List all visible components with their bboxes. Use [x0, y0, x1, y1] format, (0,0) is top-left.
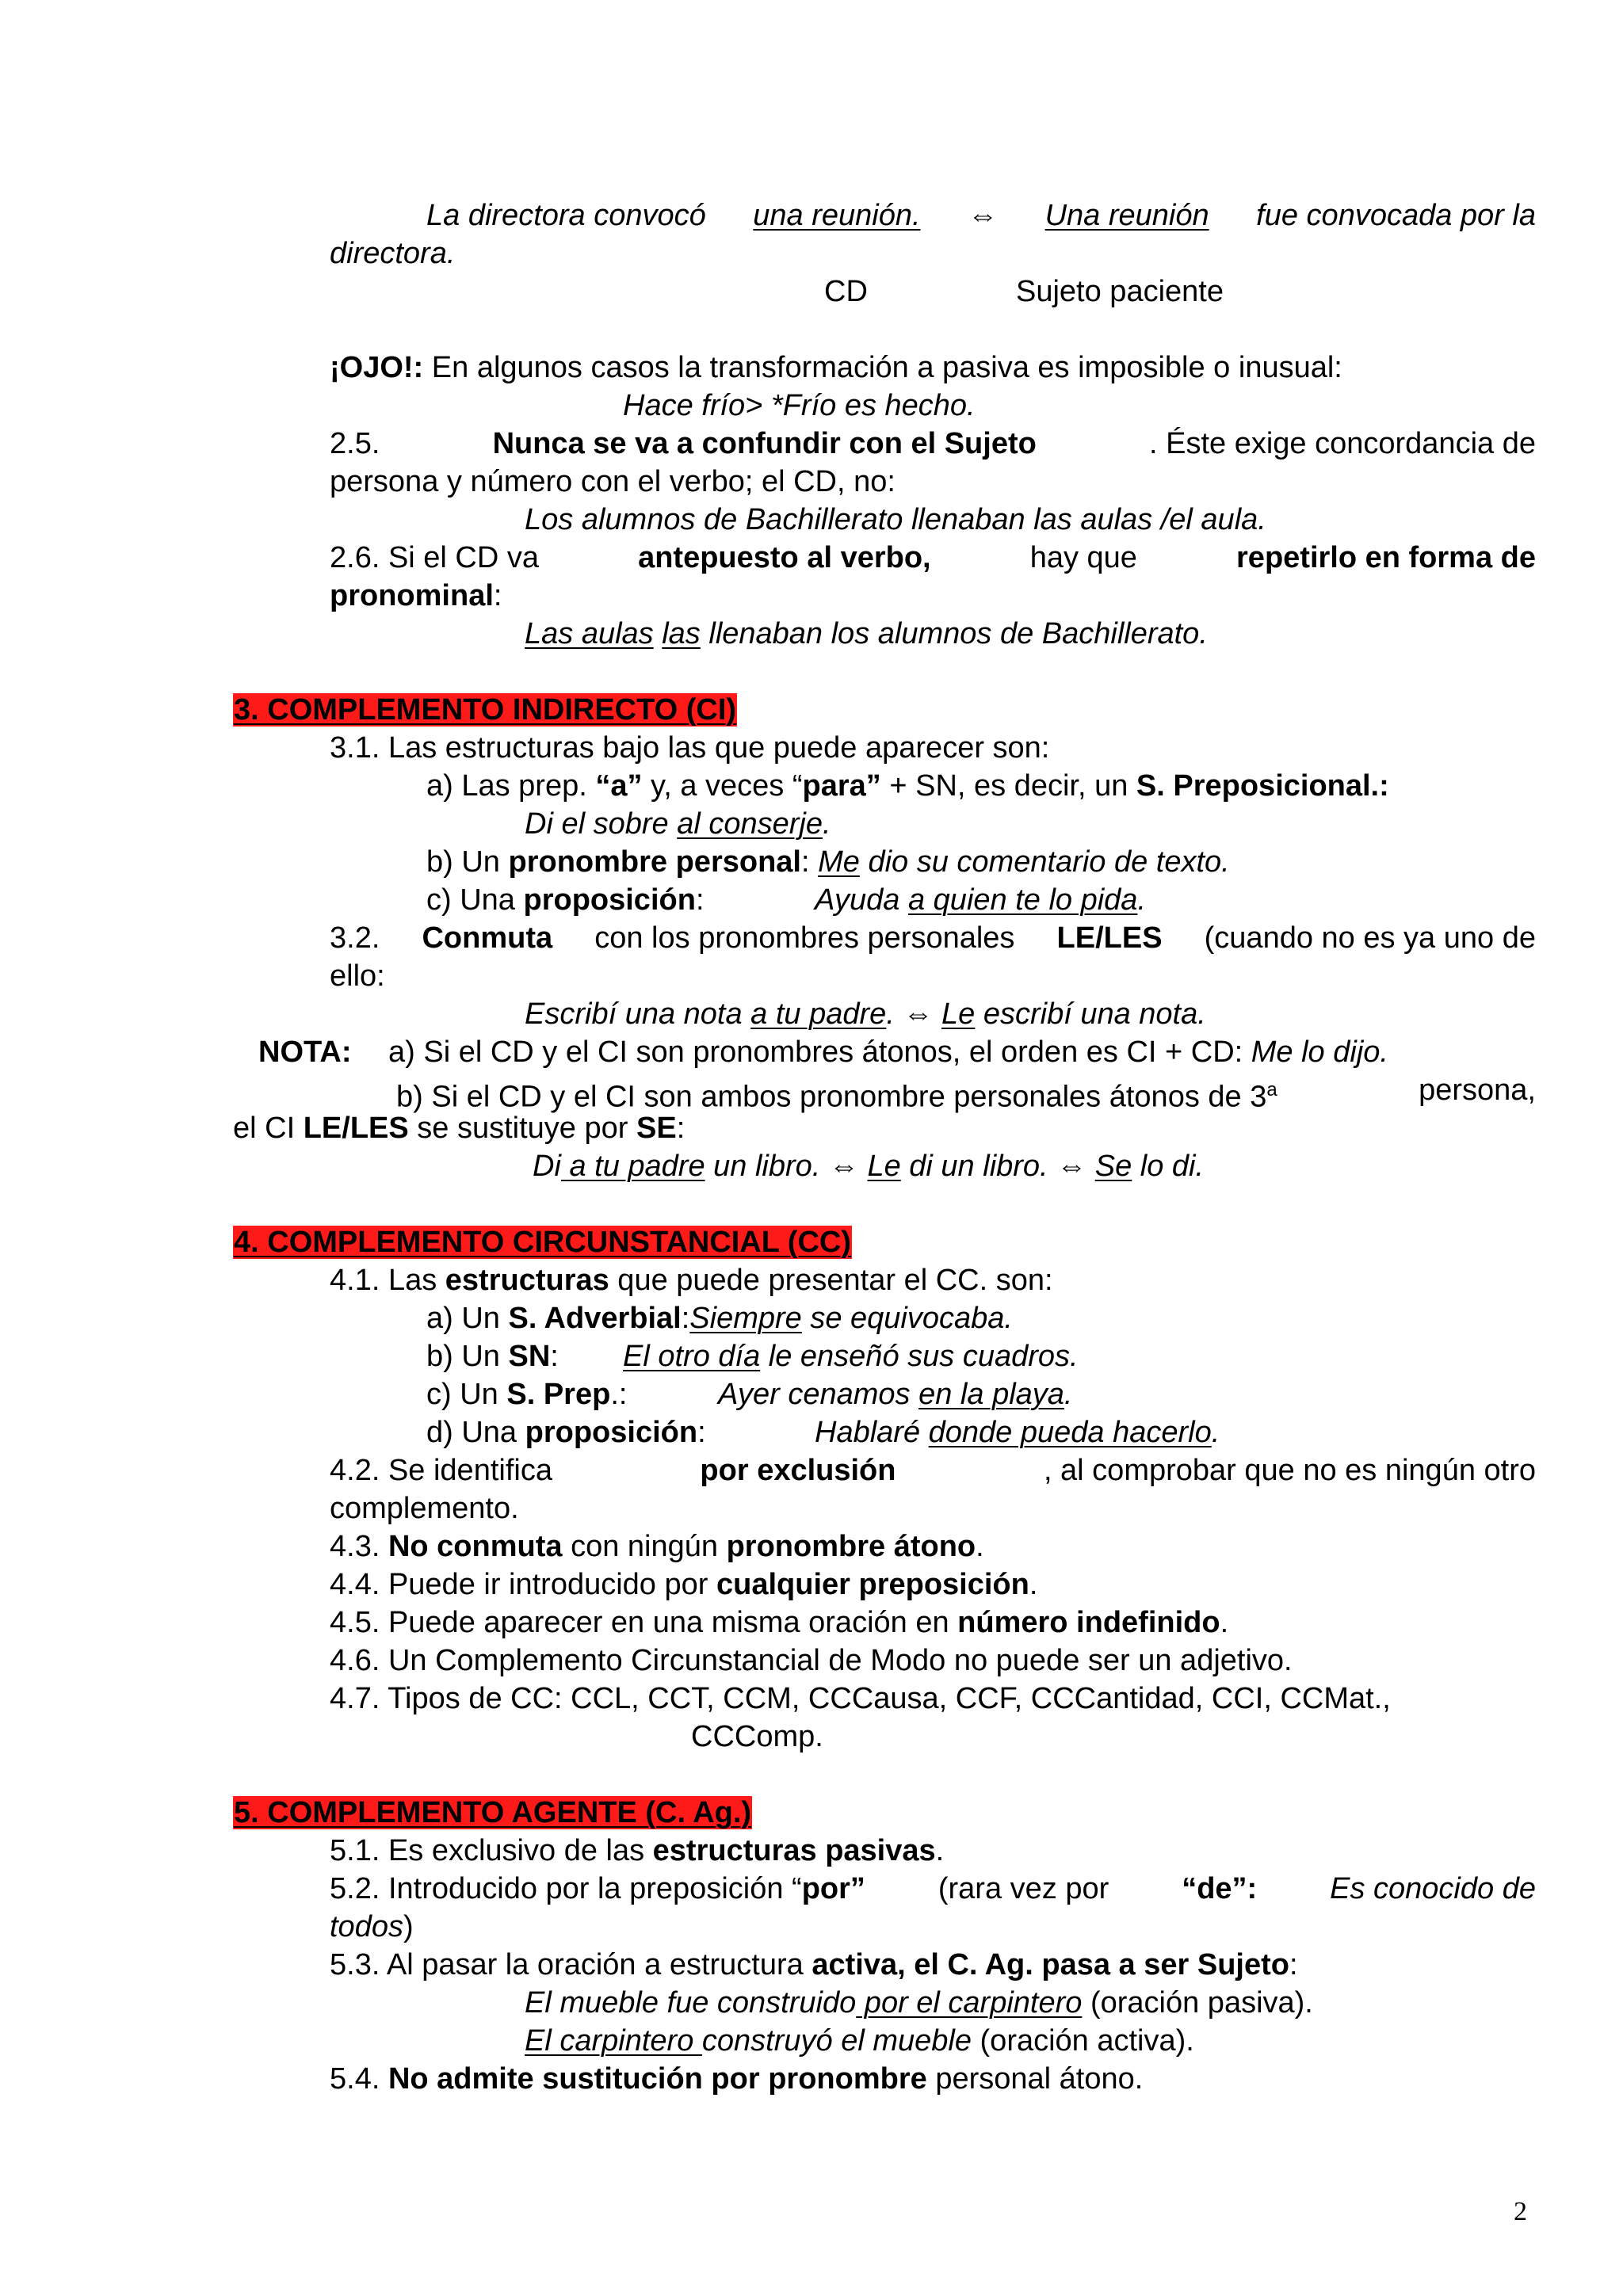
example-line: Di el sobre al conserje. — [525, 807, 831, 841]
section-heading-3: 3. COMPLEMENTO INDIRECTO (CI) — [234, 693, 737, 727]
nota-a: a) Si el CD y el CI son pronombres átonos, el orden es CI + CD: Me lo dijo. — [388, 1035, 1388, 1069]
paragraph-5-1: 5.1. Es exclusivo de las estructuras pasivas. — [330, 1834, 945, 1867]
label-sujeto-paciente: Sujeto paciente — [1016, 275, 1224, 308]
example-text: fue convocada por la — [1256, 199, 1536, 232]
example-subject: Una reunión — [1044, 199, 1209, 232]
paragraph-4-2: 4.2. Se identifica por exclusión , al comprobar que no es ningún otro — [330, 1454, 1536, 1487]
double-arrow-icon: ⇔ — [968, 199, 999, 232]
example-line: Di a tu padre un libro. ⇔ Le di un libro. ⇔ Se lo di. — [533, 1150, 1205, 1183]
double-arrow-icon: ⇔ — [828, 1150, 859, 1183]
list-item-3-1-a: a) Las prep. “a” y, a veces “para” + SN, es decir, un S. Preposicional.: — [426, 769, 1389, 803]
example-text: La directora convocó — [426, 199, 706, 232]
paragraph-2-5: 2.5. Nunca se va a confundir con el Sujeto . Éste exige concordancia de — [330, 427, 1536, 460]
paragraph-2-6: 2.6. Si el CD va antepuesto al verbo, hay que repetirlo en forma de — [330, 541, 1536, 574]
paragraph-4-3: 4.3. No conmuta con ningún pronombre átono. — [330, 1530, 984, 1563]
list-item-4-1-d: d) Una proposición: — [426, 1416, 706, 1449]
nota-b-cont: el CI LE/LES se sustituye por SE: — [233, 1112, 685, 1145]
paragraph-2-5-cont: persona y número con el verbo; el CD, no: — [330, 465, 896, 498]
paragraph-4-7-cont: CCComp. — [691, 1720, 823, 1753]
paragraph-4-5: 4.5. Puede aparecer en una misma oración en número indefinido. — [330, 1606, 1229, 1639]
paragraph-4-6: 4.6. Un Complemento Circunstancial de Modo no puede ser un adjetivo. — [330, 1644, 1293, 1677]
example-line: Escribí una nota a tu padre. ⇔ Le escribí una nota. — [525, 997, 1206, 1031]
example-cd: una reunión. — [753, 199, 921, 232]
section-heading-5: 5. COMPLEMENTO AGENTE (C. Ag.) — [234, 1796, 752, 1829]
paragraph-5-3: 5.3. Al pasar la oración a estructura activa, el C. Ag. pasa a ser Sujeto: — [330, 1948, 1298, 1981]
list-item-4-1-b: b) Un SN: — [426, 1340, 559, 1373]
example-line: Las aulas las llenaban los alumnos de Bachillerato. — [525, 617, 1208, 650]
paragraph-5-4: 5.4. No admite sustitución por pronombre personal átono. — [330, 2062, 1144, 2096]
page-number: 2 — [1514, 2197, 1527, 2226]
paragraph-3-1: 3.1. Las estructuras bajo las que puede aparecer son: — [330, 731, 1050, 765]
double-arrow-icon: ⇔ — [903, 997, 934, 1031]
list-item-4-1-a: a) Un S. Adverbial:Siempre se equivocaba. — [426, 1302, 1013, 1335]
example-line: Ayuda a quien te lo pida. — [815, 883, 1146, 917]
example-line: El mueble fue construido por el carpintero (oración pasiva). — [525, 1986, 1313, 2019]
example-line: Ayer cenamos en la playa. — [718, 1378, 1073, 1411]
ojo-note: ¡OJO!: En algunos casos la transformación a pasiva es imposible o inusual: — [330, 351, 1342, 384]
paragraph-4-2-cont: complemento. — [330, 1492, 519, 1525]
label-cd: CD — [824, 275, 868, 308]
list-item-3-1-b: b) Un pronombre personal: Me dio su comentario de texto. — [426, 845, 1230, 879]
list-item-4-1-c: c) Un S. Prep.: — [426, 1378, 628, 1411]
paragraph-4-1: 4.1. Las estructuras que puede presentar el CC. son: — [330, 1264, 1053, 1297]
section-heading-4: 4. COMPLEMENTO CIRCUNSTANCIAL (CC) — [234, 1226, 851, 1259]
paragraph-3-2: 3.2. Conmuta con los pronombres personales LE/LES (cuando no es ya uno de — [330, 921, 1536, 955]
paragraph-4-4: 4.4. Puede ir introducido por cualquier preposición. — [330, 1568, 1038, 1601]
example-line: El carpintero construyó el mueble (oración activa). — [525, 2024, 1194, 2058]
paragraph-3-2-cont: ello: — [330, 959, 385, 993]
paragraph-5-2-cont: todos) — [330, 1910, 414, 1943]
paragraph-5-2: 5.2. Introducido por la preposición “por” (rara vez por “de”: Es conocido de — [330, 1872, 1536, 1905]
paragraph-2-6-cont: pronominal: — [330, 579, 502, 612]
paragraph-4-7: 4.7. Tipos de CC: CCL, CCT, CCM, CCCausa, CCF, CCCantidad, CCI, CCMat., — [330, 1682, 1391, 1715]
example-line: Los alumnos de Bachillerato llenaban las aulas /el aula. — [525, 503, 1266, 536]
nota-label: NOTA: — [258, 1035, 352, 1069]
example-line: Hace frío> *Frío es hecho. — [623, 389, 976, 422]
double-arrow-icon: ⇔ — [1056, 1150, 1087, 1183]
example-line: Hablaré donde pueda hacerlo. — [815, 1416, 1220, 1449]
example-line: directora. — [330, 237, 456, 270]
example-line — [426, 196, 1536, 235]
nota-b: b) Si el CD y el CI son ambos pronombre personales átonos de 3$^a$ persona, — [396, 1074, 1536, 1114]
example-line: El otro día le enseñó sus cuadros. — [623, 1340, 1079, 1373]
list-item-3-1-c: c) Una proposición: — [426, 883, 705, 917]
